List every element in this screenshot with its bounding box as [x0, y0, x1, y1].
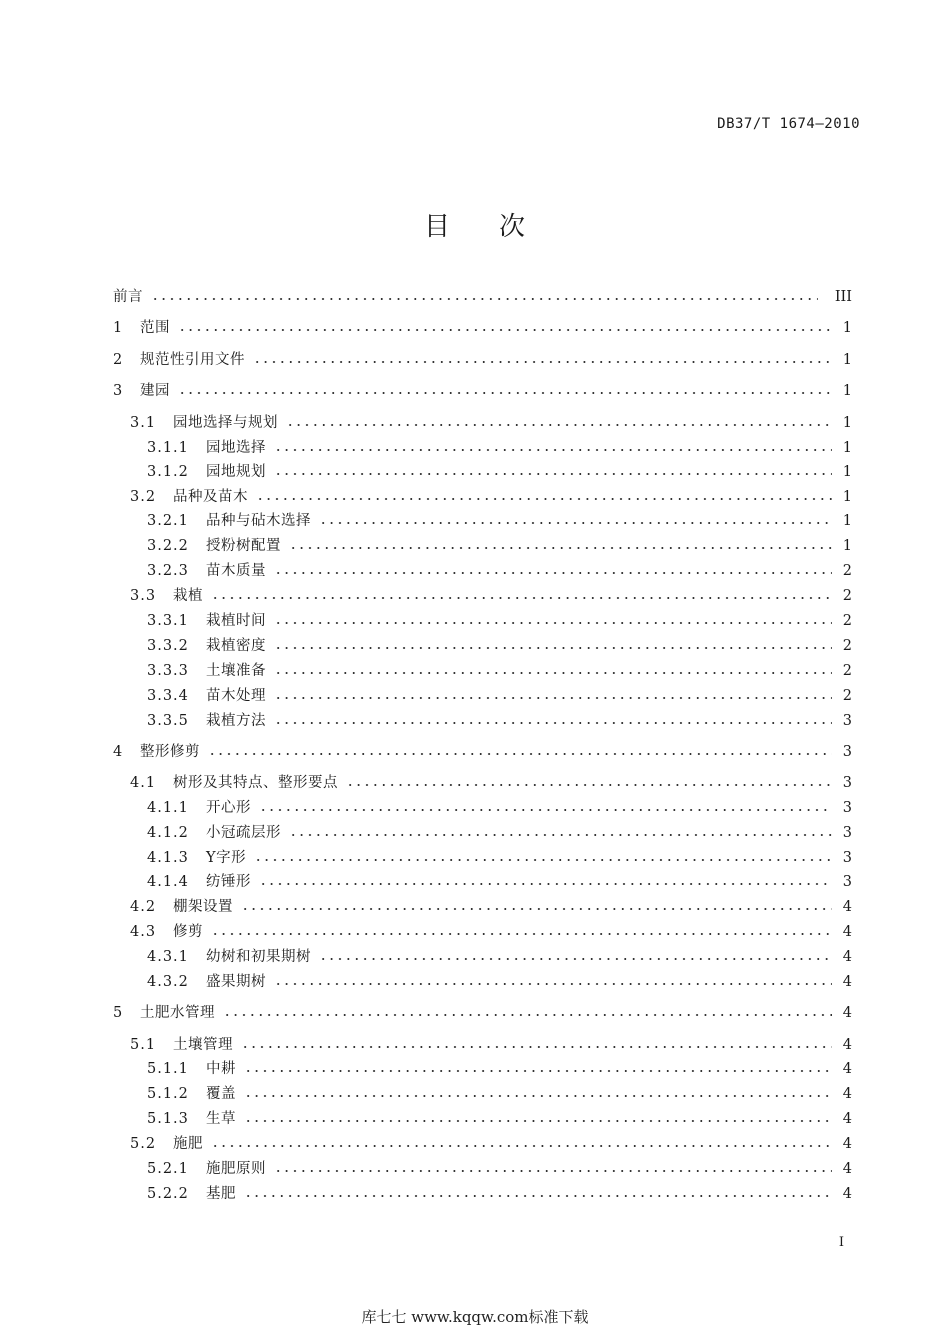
toc-entry-title: 园地选择	[206, 440, 266, 456]
toc-entry-title: 品种及苗木	[173, 489, 248, 505]
toc-entry-title: 苗木质量	[206, 563, 266, 579]
title-char-2: 次	[499, 212, 527, 242]
toc-entry-leader-dots	[319, 957, 832, 961]
toc-entry[interactable]	[0, 798, 950, 818]
toc-entry[interactable]	[0, 686, 950, 706]
toc-entry-page: 1	[842, 320, 852, 336]
toc-entry-title: 盛果期树	[206, 974, 266, 990]
toc-entry[interactable]	[0, 462, 950, 482]
toc-entry-title: 生草	[206, 1111, 236, 1127]
toc-entry-leader-dots	[256, 497, 832, 501]
toc-entry-number: 4.1.4	[147, 874, 189, 890]
page-number: I	[838, 1235, 844, 1250]
toc-entry[interactable]	[0, 561, 950, 581]
toc-entry-number: 3.3.3	[147, 663, 189, 679]
toc-entry-number: 5.1.3	[147, 1111, 189, 1127]
toc-entry-title: 园地选择与规划	[173, 415, 278, 431]
toc-entry-page: 4	[842, 924, 852, 940]
toc-entry[interactable]	[0, 1134, 950, 1154]
toc-entry[interactable]	[0, 318, 950, 338]
toc-entry-leader-dots	[244, 1119, 832, 1123]
toc-entry-page: 2	[842, 663, 852, 679]
toc-entry-title: 幼树和初果期树	[206, 949, 311, 965]
toc-entry-number: 5.2.1	[147, 1161, 189, 1177]
toc-entry-title: 覆盖	[206, 1086, 236, 1102]
toc-entry-number: 4.3	[130, 924, 157, 940]
toc-entry-page: 2	[842, 588, 852, 604]
toc-entry-leader-dots	[289, 546, 832, 550]
toc-entry-leader-dots	[259, 808, 832, 812]
toc-entry[interactable]	[0, 287, 950, 307]
toc-entry-leader-dots	[244, 1194, 832, 1198]
toc-entry-title: 建园	[140, 383, 170, 399]
toc-entry-page: 4	[842, 1061, 852, 1077]
toc-entry-number: 3.2.1	[147, 513, 189, 529]
toc-entry-number: 3.3.1	[147, 613, 189, 629]
toc-entry-page: 3	[842, 850, 852, 866]
toc-entry-number: 5.1.2	[147, 1086, 189, 1102]
toc-entry-number: 3.1.1	[147, 440, 189, 456]
toc-entry-page: 4	[842, 1005, 852, 1021]
toc-entry-page: 4	[842, 1186, 852, 1202]
toc-entry-page: 1	[842, 464, 852, 480]
toc-entry-leader-dots	[274, 646, 832, 650]
toc-entry-number: 3.3.5	[147, 713, 189, 729]
toc-entry-page: 3	[842, 800, 852, 816]
toc-entry-number: 1	[113, 320, 124, 336]
toc-entry-leader-dots	[211, 932, 832, 936]
toc-entry-page: 1	[842, 352, 852, 368]
toc-entry-number: 5.2	[130, 1136, 157, 1152]
toc-entry-leader-dots	[151, 297, 818, 301]
toc-entry-leader-dots	[274, 621, 832, 625]
toc-entry-leader-dots	[274, 982, 832, 986]
toc-entry-number: 3.1	[130, 415, 157, 431]
toc-entry-title: 授粉树配置	[206, 538, 281, 554]
toc-entry[interactable]	[0, 1159, 950, 1179]
toc-entry[interactable]	[0, 487, 950, 507]
toc-entry-number: 3.2.2	[147, 538, 189, 554]
toc-entry-title: 前言	[113, 289, 143, 305]
toc-entry-number: 4.2	[130, 899, 157, 915]
toc-entry-title: 栽植	[173, 588, 203, 604]
toc-entry[interactable]	[0, 1003, 950, 1023]
toc-entry-number: 3.3.2	[147, 638, 189, 654]
toc-entry-title: 园地规划	[206, 464, 266, 480]
toc-entry-leader-dots	[211, 1144, 832, 1148]
toc-entry[interactable]	[0, 1084, 950, 1104]
toc-entry[interactable]	[0, 661, 950, 681]
toc-entry[interactable]	[0, 438, 950, 458]
toc-entry[interactable]	[0, 922, 950, 942]
toc-entry-leader-dots	[274, 1169, 832, 1173]
toc-entry-page: 4	[842, 974, 852, 990]
toc-entry-leader-dots	[253, 360, 832, 364]
toc-entry-number: 4.1.3	[147, 850, 189, 866]
toc-entry-leader-dots	[274, 571, 832, 575]
toc-entry-page: 4	[842, 1161, 852, 1177]
toc-entry-number: 3	[113, 383, 124, 399]
toc-entry-number: 4.1	[130, 775, 157, 791]
toc-entry-leader-dots	[259, 882, 832, 886]
toc-entry-leader-dots	[223, 1013, 832, 1017]
title-char-1: 目	[423, 212, 451, 242]
footer-watermark: 库七七 www.kqqw.com标准下载	[361, 1308, 589, 1326]
toc-entry-leader-dots	[286, 423, 832, 427]
toc-entry-title: 修剪	[173, 924, 203, 940]
toc-entry-page: 4	[842, 1037, 852, 1053]
toc-entry-number: 5.2.2	[147, 1186, 189, 1202]
toc-entry-title: 栽植时间	[206, 613, 266, 629]
toc-entry-page: 4	[842, 1086, 852, 1102]
toc-entry[interactable]	[0, 413, 950, 433]
toc-entry[interactable]	[0, 1109, 950, 1129]
toc-entry-leader-dots	[319, 521, 832, 525]
toc-entry-number: 4.1.2	[147, 825, 189, 841]
toc-entry-number: 5.1	[130, 1037, 157, 1053]
toc-entry[interactable]	[0, 773, 950, 793]
toc-entry-number: 2	[113, 352, 124, 368]
toc-entry-page: 2	[842, 613, 852, 629]
toc-entry-leader-dots	[241, 907, 832, 911]
toc-entry-title: 苗木处理	[206, 688, 266, 704]
toc-entry-title: 小冠疏层形	[206, 825, 281, 841]
toc-entry-title: 整形修剪	[140, 744, 200, 760]
toc-entry-title: 土壤准备	[206, 663, 266, 679]
toc-entry[interactable]	[0, 381, 950, 401]
toc-entry[interactable]	[0, 972, 950, 992]
toc-entry-page: 3	[842, 744, 852, 760]
toc-entry-title: 栽植方法	[206, 713, 266, 729]
toc-entry-title: 规范性引用文件	[140, 352, 245, 368]
toc-entry[interactable]	[0, 848, 950, 868]
toc-entry-title: 开心形	[206, 800, 251, 816]
toc-entry-number: 4.1.1	[147, 800, 189, 816]
toc-entry-page: 1	[842, 513, 852, 529]
toc-entry-leader-dots	[244, 1094, 832, 1098]
toc-entry-number: 3.3	[130, 588, 157, 604]
toc-entry-page: 1	[842, 489, 852, 505]
toc-entry-page: 2	[842, 563, 852, 579]
toc-entry[interactable]	[0, 711, 950, 731]
toc-entry-number: 3.3.4	[147, 688, 189, 704]
document-code: DB37/T 1674—2010	[717, 116, 860, 132]
toc-entry[interactable]	[0, 1184, 950, 1204]
toc-entry-leader-dots	[289, 833, 832, 837]
toc-entry-page: 3	[842, 775, 852, 791]
toc-entry-page: 4	[842, 899, 852, 915]
toc-entry-leader-dots	[274, 671, 832, 675]
toc-entry-leader-dots	[211, 596, 832, 600]
toc-entry-number: 4.3.1	[147, 949, 189, 965]
toc-entry-leader-dots	[274, 721, 832, 725]
toc-entry-title: 品种与砧木选择	[206, 513, 311, 529]
toc-entry[interactable]	[0, 536, 950, 556]
toc-entry-page: III	[834, 289, 852, 305]
toc-entry-title: 施肥	[173, 1136, 203, 1152]
toc-entry[interactable]	[0, 511, 950, 531]
toc-entry-page: 4	[842, 1136, 852, 1152]
toc-entry[interactable]	[0, 872, 950, 892]
toc-entry-title: 土肥水管理	[140, 1005, 215, 1021]
toc-entry-number: 4	[113, 744, 124, 760]
toc-entry-page: 1	[842, 383, 852, 399]
toc-entry-page: 2	[842, 688, 852, 704]
toc-entry-leader-dots	[346, 783, 832, 787]
toc-entry-title: 土壤管理	[173, 1037, 233, 1053]
toc-entry-page: 3	[842, 825, 852, 841]
toc-entry-title: 施肥原则	[206, 1161, 266, 1177]
toc-entry[interactable]	[0, 742, 950, 762]
toc-entry-number: 3.2.3	[147, 563, 189, 579]
toc-entry[interactable]	[0, 823, 950, 843]
toc-entry-page: 1	[842, 415, 852, 431]
toc-entry[interactable]	[0, 350, 950, 370]
toc-entry-number: 5.1.1	[147, 1061, 189, 1077]
toc-entry-leader-dots	[178, 328, 832, 332]
toc-entry-title: 棚架设置	[173, 899, 233, 915]
toc-entry-title: 中耕	[206, 1061, 236, 1077]
toc-entry-number: 4.3.2	[147, 974, 189, 990]
toc-entry-leader-dots	[208, 752, 832, 756]
toc-entry-title: 栽植密度	[206, 638, 266, 654]
toc-entry-title: 范围	[140, 320, 170, 336]
toc-entry[interactable]	[0, 897, 950, 917]
toc-entry[interactable]	[0, 611, 950, 631]
toc-entry[interactable]	[0, 1059, 950, 1079]
toc-entry-leader-dots	[241, 1045, 832, 1049]
toc-entry-leader-dots	[274, 472, 832, 476]
toc-entry-page: 4	[842, 949, 852, 965]
toc-entry[interactable]	[0, 947, 950, 967]
toc-entry-page: 3	[842, 874, 852, 890]
toc-entry-title: 树形及其特点、整形要点	[173, 775, 338, 791]
toc-entry-leader-dots	[274, 448, 832, 452]
toc-entry[interactable]	[0, 636, 950, 656]
toc-entry-leader-dots	[178, 391, 832, 395]
toc-entry-page: 1	[842, 538, 852, 554]
toc-entry-number: 3.1.2	[147, 464, 189, 480]
toc-entry-number: 5	[113, 1005, 124, 1021]
toc-entry-page: 4	[842, 1111, 852, 1127]
toc-entry-title: Y字形	[206, 850, 247, 866]
toc-entry-page: 2	[842, 638, 852, 654]
toc-entry-leader-dots	[274, 696, 832, 700]
toc-entry-number: 3.2	[130, 489, 157, 505]
toc-entry[interactable]	[0, 586, 950, 606]
toc-entry-page: 1	[842, 440, 852, 456]
toc-entry-leader-dots	[244, 1069, 832, 1073]
toc-entry[interactable]	[0, 1035, 950, 1055]
toc-entry-leader-dots	[254, 858, 832, 862]
toc-entry-page: 3	[842, 713, 852, 729]
toc-entry-title: 纺锤形	[206, 874, 251, 890]
toc-entry-title: 基肥	[206, 1186, 236, 1202]
